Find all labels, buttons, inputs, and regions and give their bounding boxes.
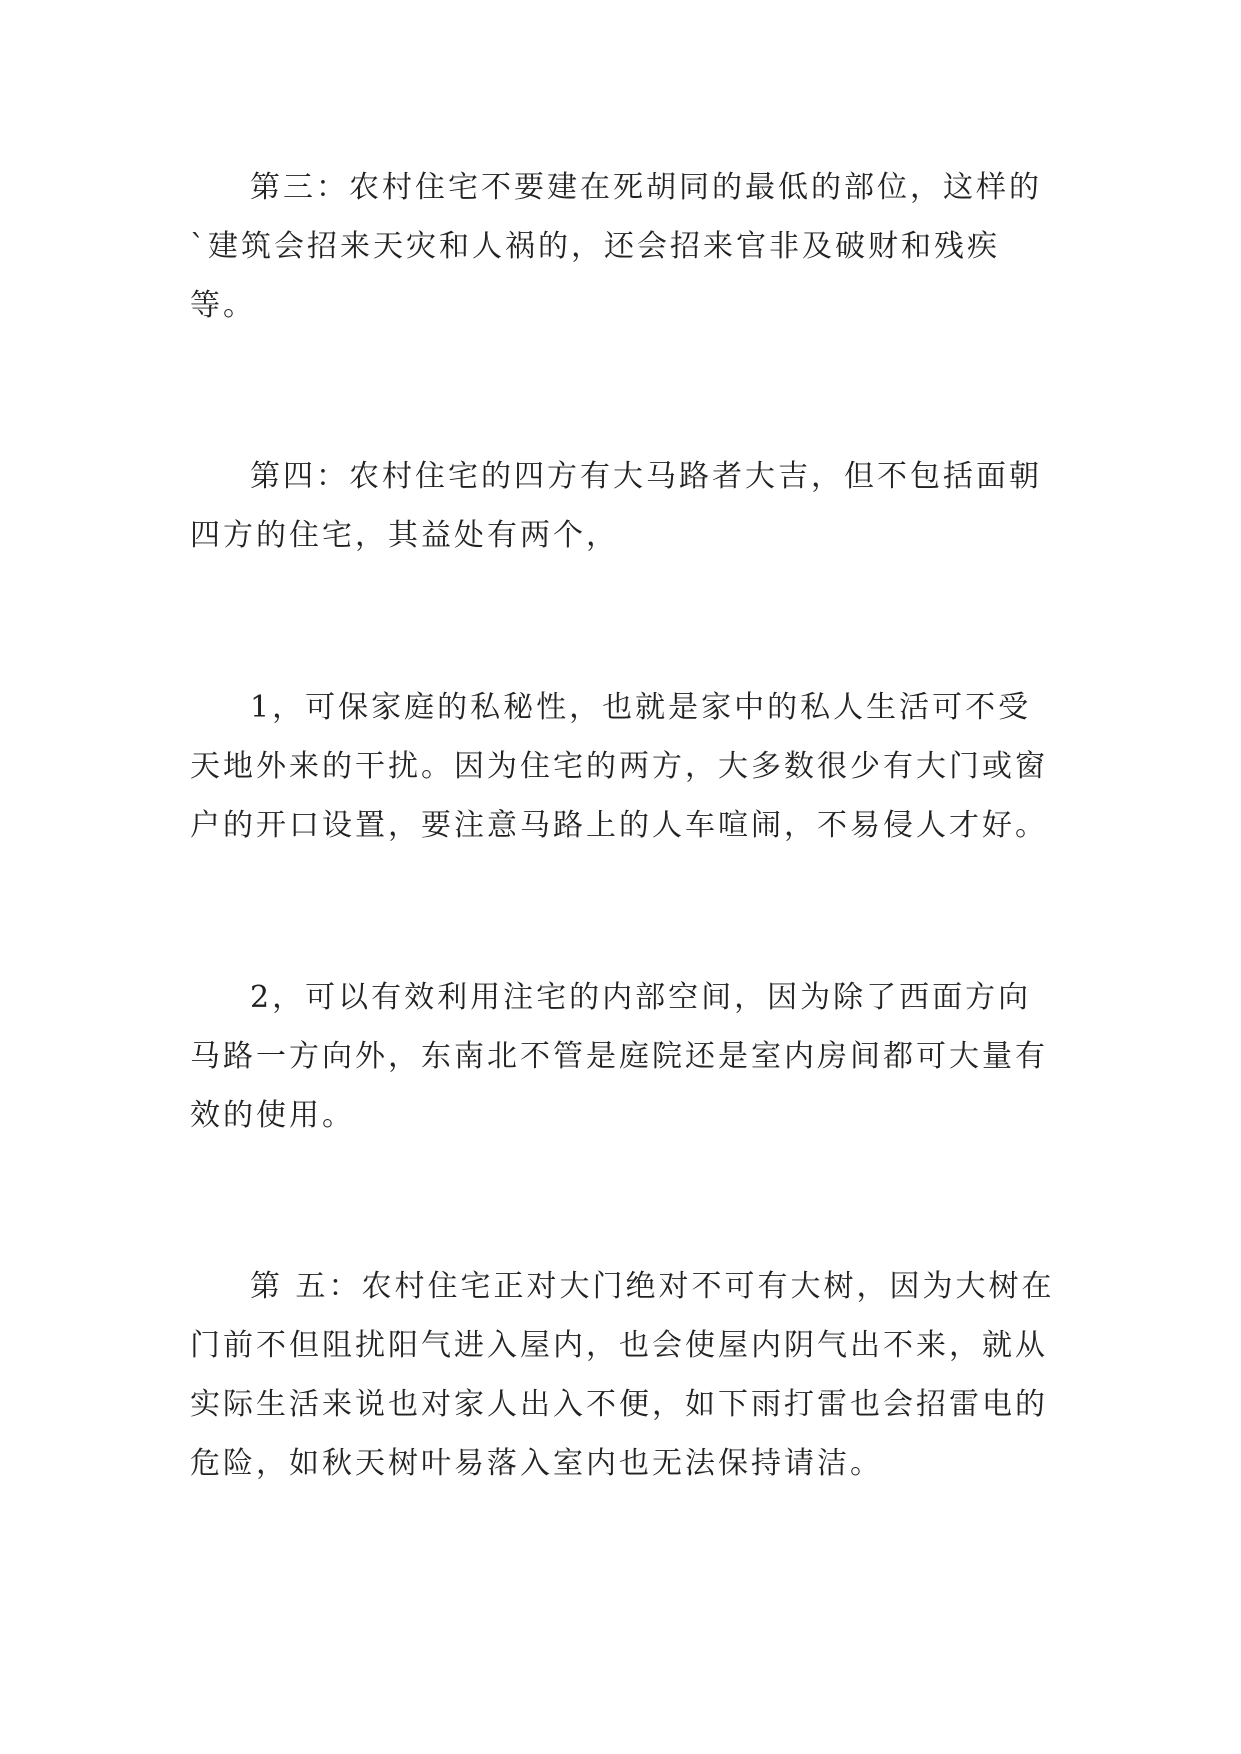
paragraph-point-five: 第 五：农村住宅正对大门绝对不可有大树，因为大树在门前不但阻扰阳气进入屋内，也会使屋内阴气出不来，就从实际生活来说也对家人出入不便，如下雨打雷也会招雷电的危险，如秋天树叶易落入室内也无法保持请洁。: [190, 1269, 1055, 1481]
paragraph-point-four: 第四：农村住宅的四方有大马路者大吉，但不包括面朝四方的住宅，其益处有两个，: [190, 459, 1042, 553]
paragraph-benefit-one: 1，可保家庭的私秘性，也就是家中的私人生活可不受天地外来的干扰。因为住宅的两方，大多数很少有大门或窗户的开口设置，要注意马路上的人车喧闹，不易侵人才好。: [190, 690, 1048, 843]
paragraph-benefit-two: 2，可以有效利用注宅的内部空间，因为除了西面方向马路一方向外，东南北不管是庭院还是室内房间都可大量有效的使用。: [190, 980, 1048, 1133]
paragraph-point-three: 第三：农村住宅不要建在死胡同的最低的部位，这样的`建筑会招来天灾和人祸的，还会招来官非及破财和残疾等。: [190, 170, 1042, 323]
